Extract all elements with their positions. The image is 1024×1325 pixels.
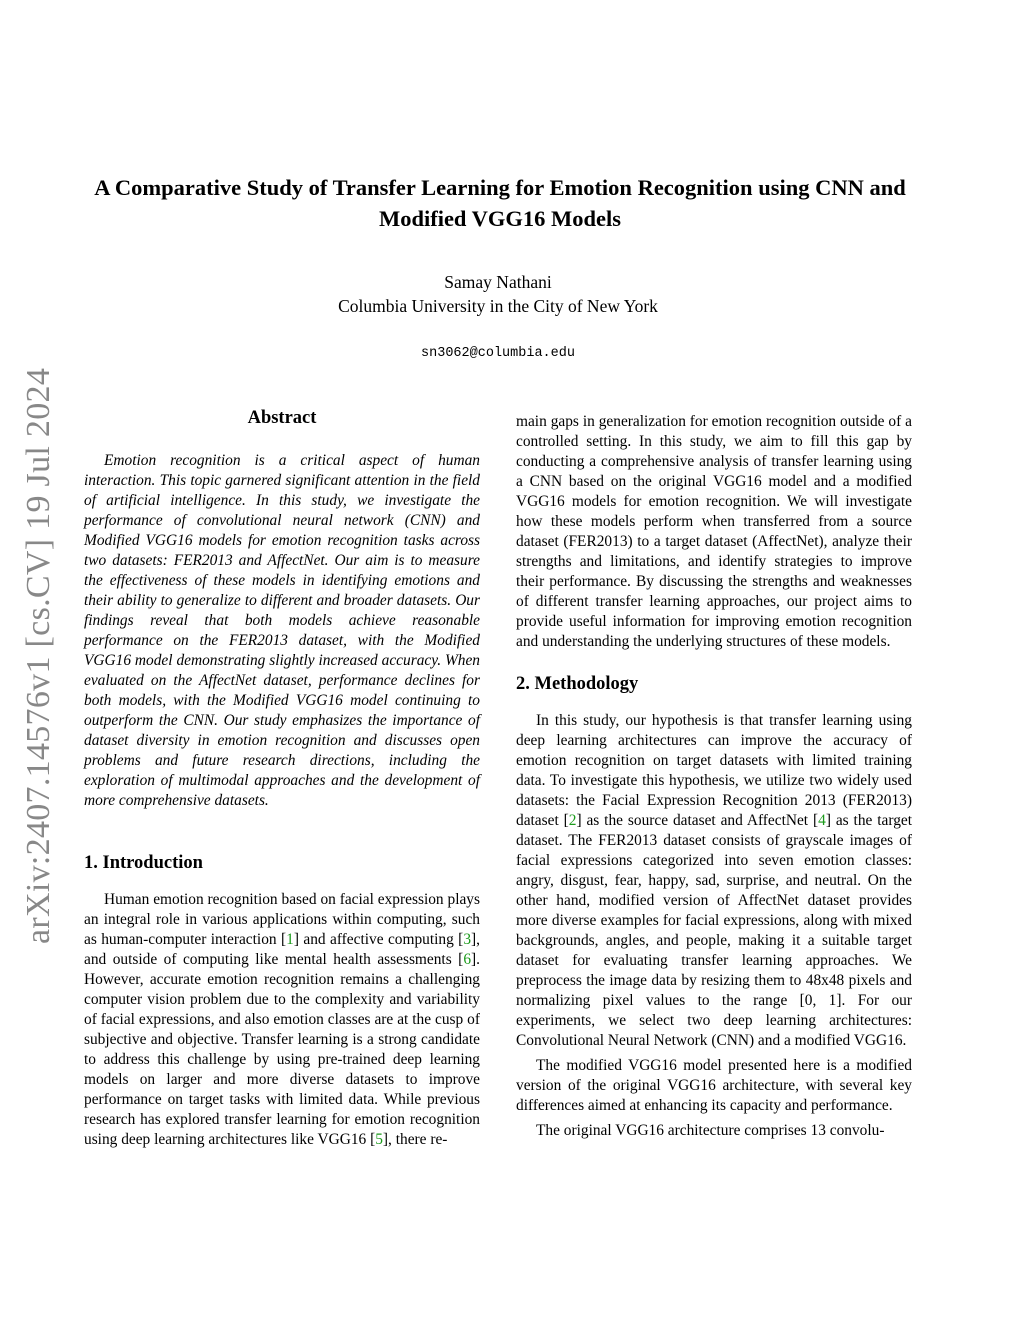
left-column — [84, 408, 480, 1150]
text-run: Human emotion recognition based on facial expression plays an integral role in various applications within computing, such as human-computer interaction [ — [84, 891, 480, 948]
methodology-section — [516, 674, 912, 1141]
author-email: sn3062@columbia.edu — [421, 346, 575, 361]
introduction-section — [84, 853, 480, 1150]
introduction-paragraph-1 — [84, 890, 480, 1150]
text-run: ] as the target dataset. The FER2013 dataset consists of grayscale images of facial expressions categorized into seven emotion classes: angry, disgust, fear, happy, sad, surprise, and neutral. On the other hand, modified version of AffectNet dataset provides more diverse examples for facial expressions, along with mixed backgrounds, angles, and people, making it a suitable target dataset for evaluating transfer learning approaches. We preprocess the image data by resizing them to 48x48 pixels and normalizing pixel values to the range [0, 1]. For our experiments, we select two deep learning architectures: Convolutional Neural Network (CNN) and a modified VGG16. — [516, 812, 912, 1049]
abstract-heading: Abstract — [247, 408, 317, 428]
text-run: ] and affective computing [ — [293, 931, 464, 948]
author-affiliation: Columbia University in the City of New York — [338, 296, 658, 316]
right-column — [516, 412, 912, 1141]
abstract-section — [84, 408, 480, 811]
text-run: In this study, our hypothesis is that transfer learning using deep learning architectures can improve the accuracy of emotion recognition on target datasets with limited training data. To investigate this hypothesis, we utilize two widely used datasets: the Facial Expression Recognition 2013 (FER2013) dataset [ — [516, 712, 912, 829]
text-run: ]. However, accurate emotion recognition remains a challenging computer vision problem due to the complexity and variability of facial expressions, and also emotion classes are at the cusp of subjective and objective. Transfer learning is a strong candidate to address this challenge by using pre-trained deep learning models on larger and more diverse datasets to improve performance on target tasks with limited data. While previous research has explored transfer learning for emotion recognition using deep learning architectures like VGG16 [ — [84, 951, 480, 1148]
arxiv-identifier-stamp: arXiv:2407.14576v1 [cs.CV] 19 Jul 2024 — [20, 367, 57, 944]
citation-link[interactable]: 6 — [463, 951, 472, 968]
paper-title: A Comparative Study of Transfer Learning for Emotion Recognition using CNN and Modified VGG16 Models — [94, 175, 906, 231]
citation-link[interactable]: 1 — [286, 931, 294, 948]
citation-link[interactable]: 3 — [463, 931, 472, 948]
methodology-paragraph-3: The original VGG16 architecture comprises 13 convolu- — [536, 1122, 885, 1139]
methodology-paragraph-2: The modified VGG16 model presented here is a modified version of the original VGG16 architecture, with several key differences aimed at enhancing its capacity and performance. — [516, 1057, 912, 1114]
text-run: ], and outside of computing like mental health assessments [ — [84, 931, 480, 968]
citation-link[interactable]: 5 — [375, 1131, 383, 1148]
text-run: ] as the source dataset and AffectNet [ — [576, 812, 819, 829]
introduction-paragraph-2: main gaps in generalization for emotion recognition outside of a controlled setting. In this study, we aim to fill this gap by conducting a comprehensive analysis of transfer learning using a CNN based on the original VGG16 model and a modified VGG16 models for emotion recognition. We will investigate how these models perform when transferred from a source dataset (FER2013) to a target dataset (AffectNet), analyze their strengths and limitations, and identify strategies to improve their performance. By discussing the strengths and weaknesses of different transfer learning approaches, our project aims to provide useful information for improving emotion recognition and understanding the underlying structures of these models. — [516, 413, 912, 650]
introduction-heading: 1. Introduction — [84, 853, 203, 873]
author-name: Samay Nathani — [444, 272, 552, 292]
abstract-text: Emotion recognition is a critical aspect of human interaction. This topic garnered significant attention in the field of artificial intelligence. In this study, we investigate the performance of convolutional neural network (CNN) and Modified VGG16 models for emotion recognition tasks across two datasets: FER2013 and AffectNet. Our aim is to measure the effectiveness of these models in identifying emotions and their ability to generalize to different and broader datasets. Our findings reveal that both models achieve reasonable performance on the FER2013 dataset, with the Modified VGG16 model demonstrating slightly increased accuracy. When evaluated on the AffectNet dataset, performance declines for both models, with the Modified VGG16 model continuing to outperform the CNN. Our study emphasizes the importance of dataset diversity in emotion recognition and discusses open problems and future research directions, including the exploration of multimodal approaches and the development of more comprehensive datasets. — [84, 452, 480, 809]
citation-link[interactable]: 2 — [568, 812, 577, 829]
methodology-heading: 2. Methodology — [516, 674, 639, 694]
text-run: ], there re- — [382, 1131, 448, 1148]
methodology-paragraph-1 — [516, 711, 912, 1051]
citation-link[interactable]: 4 — [818, 812, 826, 829]
